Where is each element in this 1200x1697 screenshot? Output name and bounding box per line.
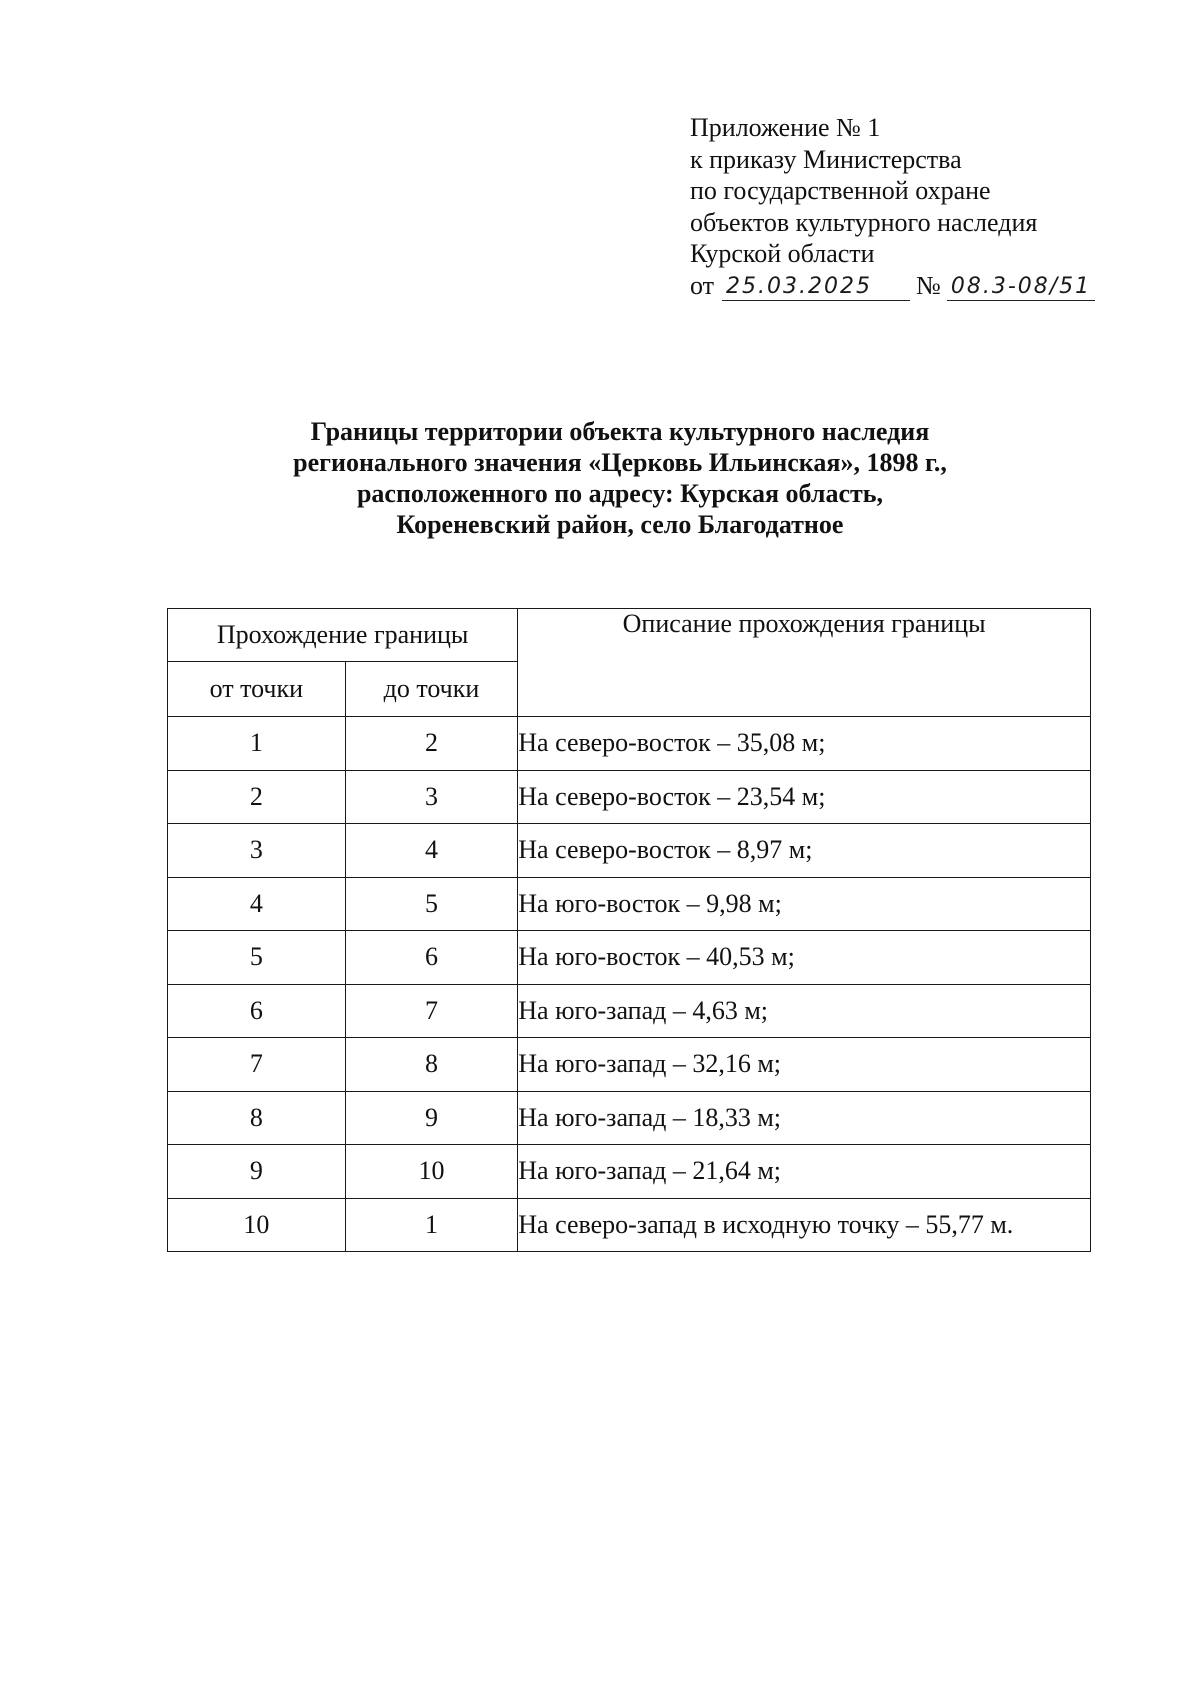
table-row [168, 931, 1091, 985]
description-cell: На юго-запад – 4,63 м; [518, 984, 1091, 1038]
appendix-line: по государственной охране [690, 176, 991, 205]
description-cell: На юго-запад – 21,64 м; [518, 1145, 1091, 1199]
to-point-cell: 6 [345, 931, 518, 985]
table-row [168, 824, 1091, 878]
description-cell: На юго-запад – 18,33 м; [518, 1091, 1091, 1145]
table-row [168, 770, 1091, 824]
date-prefix: от [690, 270, 715, 300]
from-point-cell: 8 [168, 1091, 346, 1145]
table-row [168, 1145, 1091, 1199]
from-point-cell: 4 [168, 877, 346, 931]
description-cell: На северо-восток – 35,08 м; [518, 717, 1091, 771]
appendix-line: объектов культурного наследия [690, 207, 1038, 237]
from-point-header: от точки [168, 662, 346, 717]
to-point-cell: 7 [345, 984, 518, 1038]
appendix-line: Курской области [690, 239, 875, 268]
from-point-cell: 5 [168, 931, 346, 985]
order-date-number-line [690, 270, 1095, 302]
from-point-cell: 6 [168, 984, 346, 1038]
boundary-table [167, 608, 1091, 1252]
table-row [168, 984, 1091, 1038]
to-point-cell: 5 [345, 877, 518, 931]
title-line: Границы территории объекта культурного наследия [310, 417, 930, 446]
from-point-cell: 3 [168, 824, 346, 878]
description-cell: На северо-восток – 23,54 м; [518, 770, 1091, 824]
document-title [160, 416, 1080, 540]
from-point-cell: 7 [168, 1038, 346, 1092]
description-cell: На юго-восток – 9,98 м; [518, 877, 1091, 931]
table-row [168, 1038, 1091, 1092]
to-point-cell: 4 [345, 824, 518, 878]
title-line: Кореневский район, село Благодатное [396, 510, 844, 539]
from-point-cell: 10 [168, 1198, 346, 1252]
title-line: регионального значения «Церковь Ильинская», 1898 г., [293, 448, 947, 477]
to-point-cell: 1 [345, 1198, 518, 1252]
appendix-header [690, 112, 1095, 301]
to-point-cell: 8 [345, 1038, 518, 1092]
to-point-cell: 10 [345, 1145, 518, 1199]
from-point-cell: 2 [168, 770, 346, 824]
number-sign: № [916, 270, 941, 300]
description-cell: На юго-запад – 32,16 м; [518, 1038, 1091, 1092]
boundary-passage-header: Прохождение границы [168, 609, 518, 662]
appendix-line: к приказу Министерства [690, 144, 962, 174]
description-header: Описание прохождения границы [518, 609, 1091, 717]
order-date-handwritten: 25.03.2025 [722, 274, 910, 301]
table-row [168, 717, 1091, 771]
order-number-handwritten: 08.3-08/51 [947, 274, 1095, 301]
to-point-header: до точки [345, 662, 518, 717]
description-cell: На северо-запад в исходную точку – 55,77 м. [518, 1198, 1091, 1252]
to-point-cell: 3 [345, 770, 518, 824]
table-row [168, 1091, 1091, 1145]
table-row [168, 877, 1091, 931]
description-cell: На юго-восток – 40,53 м; [518, 931, 1091, 985]
description-cell: На северо-восток – 8,97 м; [518, 824, 1091, 878]
table-row [168, 1198, 1091, 1252]
to-point-cell: 9 [345, 1091, 518, 1145]
appendix-line: Приложение № 1 [690, 113, 881, 142]
to-point-cell: 2 [345, 717, 518, 771]
title-line: расположенного по адресу: Курская область, [356, 479, 884, 508]
from-point-cell: 9 [168, 1145, 346, 1199]
from-point-cell: 1 [168, 717, 346, 771]
